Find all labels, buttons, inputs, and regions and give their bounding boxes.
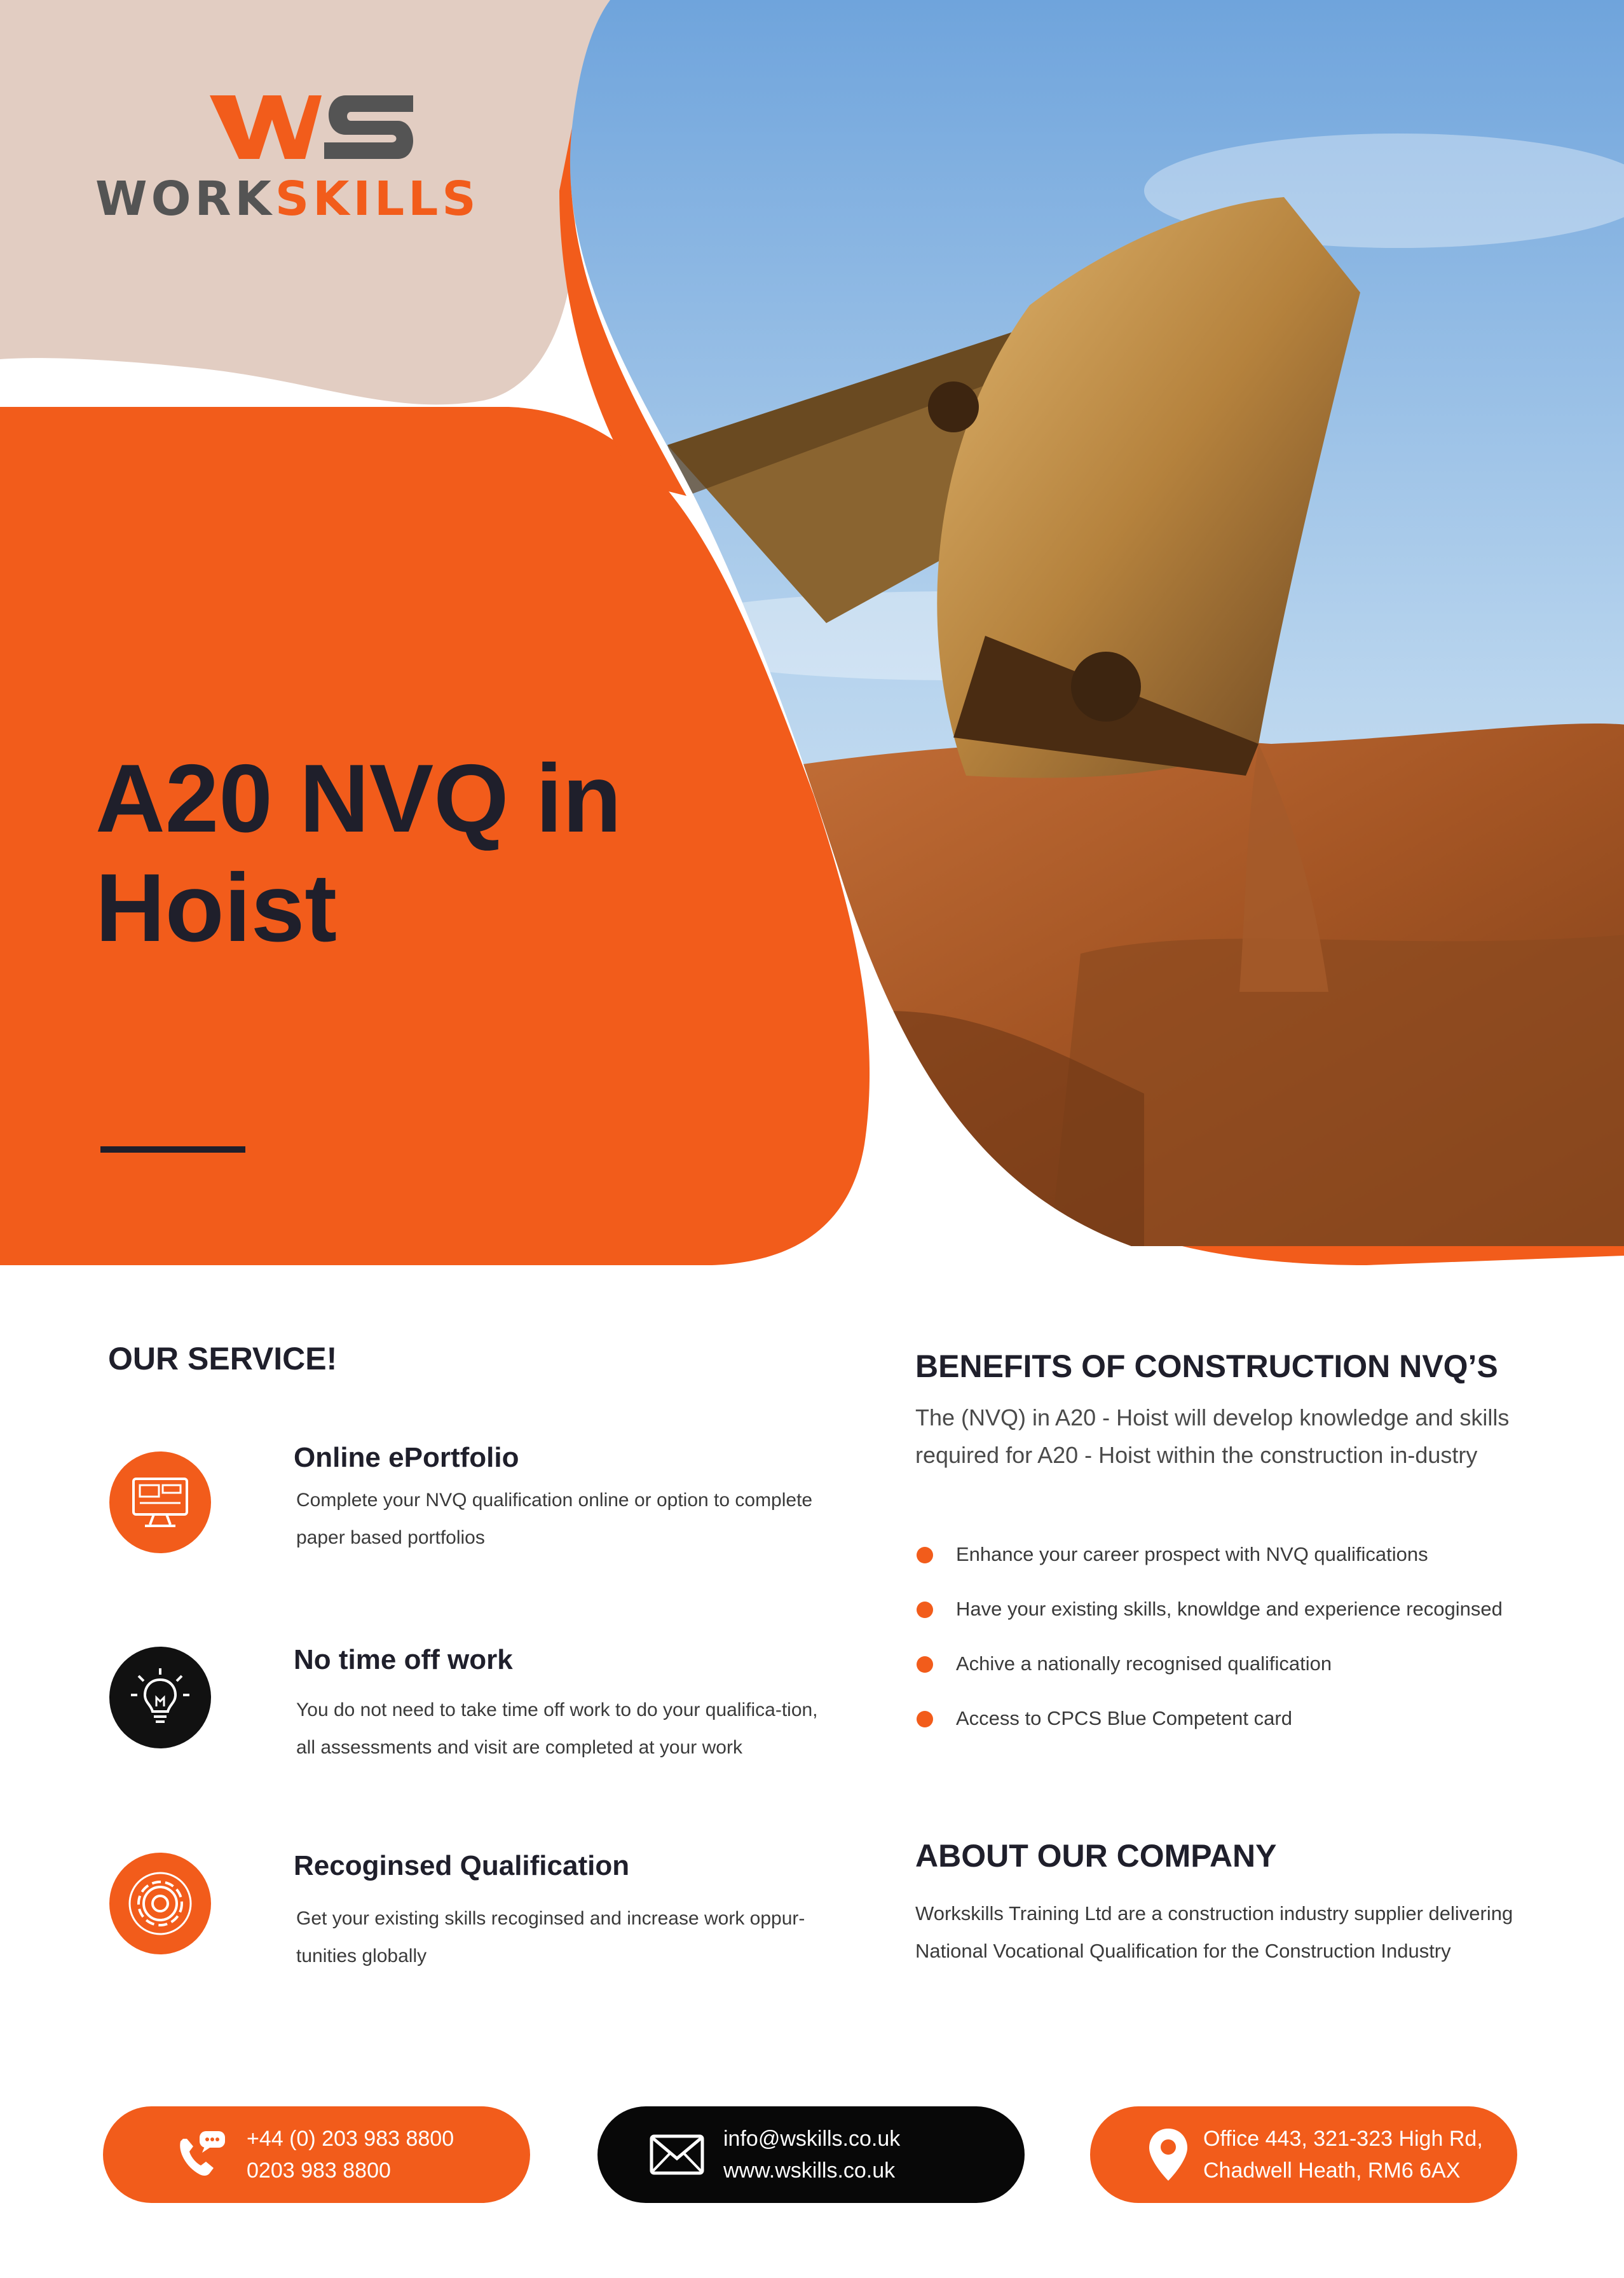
- lightbulb-icon: [109, 1647, 211, 1748]
- benefits-intro: The (NVQ) in A20 - Hoist will develop knowledge and skills required for A20 - Hoist within the construction in-dustry: [915, 1404, 1510, 1468]
- about-heading: ABOUT OUR COMPANY: [915, 1838, 1277, 1874]
- email-address[interactable]: info@wskills.co.uk: [723, 2127, 901, 2151]
- phone-numbers: [247, 2123, 454, 2186]
- benefits-list: [917, 1535, 1503, 1754]
- gear-icon: [109, 1853, 211, 1954]
- ws-logo-mark: [210, 89, 420, 165]
- service-title-recognised: Recoginsed Qualification: [294, 1850, 630, 1881]
- logo-word-skills: SKILLS: [275, 172, 480, 226]
- logo-word-work: WORK: [95, 172, 275, 226]
- envelope-icon: [648, 2126, 706, 2183]
- hero-title-line-1: A20 NVQ in: [95, 744, 622, 853]
- phone-contact-pill[interactable]: [103, 2106, 530, 2203]
- website-url[interactable]: www.wskills.co.uk: [723, 2158, 896, 2183]
- benefit-item: Enhance your career prospect with NVQ qualifications: [917, 1535, 1503, 1590]
- service-text-eportfolio: Complete your NVQ qualification online or option to complete paper based portfolios: [296, 1490, 813, 1548]
- benefit-item: Access to CPCS Blue Competent card: [917, 1699, 1503, 1754]
- services-heading: OUR SERVICE!: [108, 1341, 338, 1376]
- logo-wordmark: [95, 172, 480, 226]
- workskills-logo: [95, 89, 502, 229]
- benefit-item: Achive a nationally recognised qualification: [917, 1645, 1503, 1699]
- benefits-heading: BENEFITS OF CONSTRUCTION NVQ’S: [915, 1348, 1498, 1384]
- phone-primary: +44 (0) 203 983 8800: [247, 2127, 454, 2151]
- service-title-no-time-off: No time off work: [294, 1644, 513, 1675]
- about-text: Workskills Training Ltd are a construction industry supplier delivering National Vocational Qualification for the Construction Industry: [915, 1902, 1513, 1962]
- phone-secondary: 0203 983 8800: [247, 2158, 391, 2183]
- email-contact-pill[interactable]: [597, 2106, 1025, 2203]
- phone-chat-icon: [172, 2126, 229, 2183]
- hero-divider: [100, 1146, 245, 1153]
- benefit-item: Have your existing skills, knowldge and experience recoginsed: [917, 1590, 1503, 1645]
- map-pin-icon: [1140, 2126, 1197, 2183]
- address-line-2: Chadwell Heath, RM6 6AX: [1203, 2158, 1461, 2183]
- hero-title: [95, 744, 763, 963]
- address-contact-pill[interactable]: [1090, 2106, 1517, 2203]
- hero-title-line-2: Hoist: [95, 854, 337, 962]
- address-line-1: Office 443, 321-323 High Rd,: [1203, 2127, 1483, 2151]
- computer-icon: [109, 1451, 211, 1553]
- service-title-eportfolio: Online ePortfolio: [294, 1442, 519, 1473]
- email-web: [723, 2123, 900, 2186]
- service-text-recognised: Get your existing skills recoginsed and increase work oppur-tunities globally: [296, 1908, 805, 1966]
- service-text-no-time-off: You do not need to take time off work to do your qualifica-tion, all assessments and visit are completed at your work: [296, 1699, 818, 1758]
- address-lines: [1203, 2123, 1483, 2186]
